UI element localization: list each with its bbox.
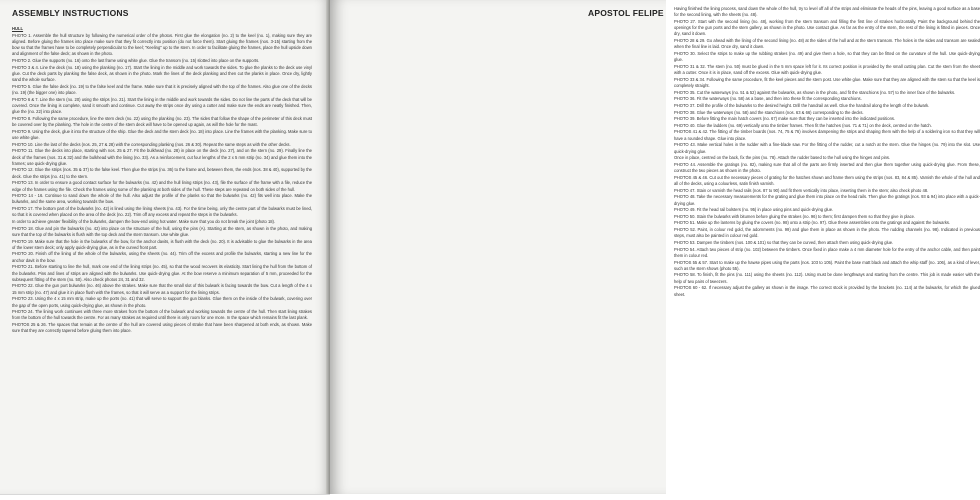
instruction-paragraph: PHOTO 18. Glue and pin the bulwarks (no. 42) into place on the structure of the hull, using the pins (A). Starting at the stern, as shown in the photo, and making sure that the top of the bulwarks is flush with the top deck and the stern transom. Use white glue. bbox=[12, 225, 312, 237]
left-page-header: ASSEMBLY INSTRUCTIONS bbox=[12, 8, 129, 18]
instruction-paragraph: PHOTO 30. Select the strips to make up the rubbing strakes (no. 49) and give them a hole, so that they can be fitted on the curvature of the hull. Use quick-drying glue. bbox=[674, 50, 980, 63]
instruction-paragraph: PHOTO 6 & 7. Line the stern (no. 20) using the strips (no. 21). Start the lining in the middle and work towards the sides. Do not line the parts of the deck that will be covered. Once the lining is complete, sand it smooth and continue. Cut away the strips once dry using a cutter and make sure the ends are neatly finished. Then, glue the (no. 22) into place. bbox=[12, 96, 312, 115]
instruction-paragraph: PHOTO 31 & 32. The stem (no. 50) must be glued in the 5 mm space left for it. Its correct position is provided by the small cutting plan. Cut the stem from the sheet with a cutter. Once it is in place, sand off the excess. Glue with quick-drying glue. bbox=[674, 63, 980, 76]
instruction-paragraph: PHOTO 10. Line the last of the decks (nos. 25, 27 & 28) with the corresponding planking (nos. 26 & 30). Repeat the same steps as with the other decks. bbox=[12, 141, 291, 147]
instruction-paragraph: PHOTO 20. Finish off the lining of the whole of the bulwarks, using the sheets (no. 44). Trim off the excess and profile the bulwarks, starting a new line for the anchor davit in the bow. bbox=[12, 251, 312, 263]
instruction-paragraph: PHOTO 14 - 16. Continue to sand down the whole of the hull. Also adjust the profile of the planks so that the bulwarks (no. 42) fits well into place. Make the bulwarks, and the same area, working towards the bow. bbox=[12, 193, 312, 205]
instruction-paragraph: PHOTO 8. Following the same procedure, line the stern deck (no. 22) using the planking (no. 23). The sides that follow the shape of the perimeter of this deck must be covered over by the planking. The hole in the centre of the stern deck will have to be opened up again, as will the hole for the mast. bbox=[12, 115, 312, 128]
instruction-paragraph: Once in place, centred on the back, fix the pins (no. 78). Attach the rudder based to the hull using the hinges and pins. bbox=[674, 155, 891, 161]
instruction-paragraph: Having finished the lining process, sand down the whole of the hull, try to level off all of the strips and eliminate the heads of the pins, leaving a good surface as a base for the second lining, with the sheets (no. 48). bbox=[674, 6, 980, 18]
right-page bbox=[330, 0, 980, 494]
instruction-paragraph: PHOTOS 25 & 26. The spaces that remain at the centre of the hull are covered using pieces of strake that have been sharpened at both ends, as shown. Make sure that they are correctly tapered before gluing them into place. bbox=[12, 322, 312, 334]
instruction-paragraph: PHOTOS 55 & 57. Start to make up the hawse pipes using the parts (nos. 103 to 105). Paint the base matt black and attach the whip staff (no. 106), as a kind of lever, such as the stern shows (photo 55). bbox=[674, 259, 980, 271]
instruction-paragraph: PHOTO 49. Fit the head rail bolsters (no. 95) in place using pins and quick-drying glue. bbox=[674, 207, 834, 213]
instruction-paragraph: PHOTO 13. In order to ensure a good contact surface for the bulwarks (no. 42) and the hull lining strips (no. 43), file the surface of the frame with a file, reduce the edge of the frames using the file. Check the frames using some of the planking at both sides of the hull. These steps are repeated on both sides of the hull. bbox=[12, 180, 312, 192]
instruction-paragraph: PHOTO 27. Start with the second lining (no. 48), working from the stern transom and filling the first line of strakes horizontally. Paint the background behind the openings for the gun ports and the stern gallery, as shown in the photo. Use contact glue. As far as the entry of the stern, the rest of the lining is fitted in pieces. Once dry, sand it down. bbox=[674, 18, 980, 37]
left-page-text bbox=[12, 26, 312, 490]
instruction-paragraph: PHOTO 23. Using the 4 x 15 mm strip, make up the ports (no. 41) that will serve to support the gun blanks. Glue them on the inside of the bulwark, covering over the gap of the open ports, using quick-drying glue, as shown in the photo. bbox=[12, 296, 312, 308]
instruction-paragraph: PHOTO 36. Fit the waterways (no. 58) as a base, and then into these fit the corresponding stanchions. bbox=[674, 96, 862, 102]
instruction-paragraph: PHOTO 33 & 34. Following the same procedure, fit the keel pieces and the stern post. Use white glue. Make sure that they are aligned with the stem so that the keel is completely straight. bbox=[674, 76, 980, 88]
instruction-paragraph: PHOTO 35. Cut the waterways (no. 51 & 52) against the bulwarks, as shown in the photo, and fit the stanchions (no. 57) to the inner face of the bulwarks. bbox=[674, 89, 956, 95]
instruction-paragraph: PHOTO 52. Paint, in colour red gold, the adornments (no. 99) and glue them in place as shown in the photo. The rudding channels (no. 98). Indicated in previous steps, must also be painted in colour red gold. bbox=[674, 227, 980, 239]
instruction-paragraph: PHOTO 21. Before starting to line the hull, mark one end of the lining strips (no. 45), so that the wood recovers its elasticity. Start lining the hull from the bottom of the bulwarks. Pins and lines of strips are aligned with the bulwarks. Use quick-drying glue. At the bow reserve a minimum separation of 5 mm, proceeded for the subsequent fitting of the stem (no. 50). Also check photos 24, 31 and 32. bbox=[12, 264, 312, 282]
instruction-paragraph: PHOTO 48. Take the necessary measurements for the grating and glue them into place on the head rails. Then glue the gratings (nos. 93 & 94) into place with a quick-drying glue. bbox=[674, 194, 980, 206]
instruction-paragraph: PHOTO 58. To finish, fit the pins (no. 111) using the sheets (no. 112). Using must be done lengthways and starting from the centre. This job is made easier with the help of two pairs of tweezers. bbox=[674, 272, 980, 284]
instruction-paragraph: PHOTO 22. Glue the gun port bulwarks (no. 46) above the strakes. Make sure that the small slot of this bulwark is facing towards the bow. Cut a length of the 4 x 15 mm strip (no. 47) and glue it in place flush with the frames, so that it will serve as a support for the lining strips. bbox=[12, 283, 312, 295]
right-paragraphs bbox=[674, 6, 980, 298]
instruction-paragraph: PHOTO 44. Assemble the gratings (no. 82), making sure that all of the parts are firmly inserted and then glue them together using quick-drying glue. From these, construct the two pieces as shown in the photo. bbox=[674, 161, 980, 174]
instruction-paragraph: PHOTO 5. Glue the false deck (no. 19) to the false keel and the frame. Make sure that it is precisely aligned with the top of the frames. Also glue one of the decks (no. 19) (the bigger one) into place. bbox=[12, 83, 312, 96]
instruction-paragraph: PHOTOS 41 & 42. The fitting of the timber boards (nos. 74, 75 & 76) involves dampening the strips and shaping them with the help of a soldering iron so that they will have a rounded shape. Glue into place. bbox=[674, 129, 980, 141]
left-paragraphs bbox=[12, 33, 312, 335]
instruction-paragraph: PHOTOS 45 & 46. Cut out the necessary pieces of grating for the hatches shown and frame them using the strips (nos. 83, 84 & 85). Varnish the whole of the hull and all of the decks, using a colourless, satin finish varnish. bbox=[674, 174, 980, 186]
instruction-paragraph: PHOTO 47. Stain or varnish the head rails (nos. 87 to 90) and fit them vertically into place, inserting them in the stem; also check photo 48. bbox=[674, 187, 929, 193]
instruction-paragraph: PHOTO 3 & 4. Line the deck (no. 18) using the planking (no. 17). Start the lining in the middle and work towards the sides. To glue the planks to the deck use vinyl glue. Cut the deck parts by planking the false deck, as shown in the photo. Mark the lines of the deck planking and then cut the planks in place. Once dry, lightly sand the whole surface. bbox=[12, 64, 312, 83]
instruction-paragraph: PHOTO 39. Before fitting the main hatch covers (no. 67) make sure that they can be inserted into the indicated positions. bbox=[674, 116, 896, 122]
instruction-paragraph: PHOTO 40. Glue the ladders (no. 69) vertically onto the timber frames. Then fit the hatches (nos. 71 & 71) on the deck, centred on the hatch. bbox=[674, 122, 932, 128]
instruction-paragraph: PHOTO 2. Glue the supports (no. 16) onto the last frame using white glue. Glue the transom (no. 15) slotted into place on the supports. bbox=[12, 58, 260, 64]
left-page bbox=[0, 0, 330, 495]
instruction-paragraph: PHOTO 37. Drill the profile of the bulwarks to the desired height. Drill the handrail as well. Glue the handrail along the length of the bulwark. bbox=[674, 102, 930, 108]
right-page-header: APOSTOL FELIPE bbox=[588, 8, 664, 18]
instruction-paragraph: PHOTO 53. Dampen the timbers (nos. 100 & 101) so that they can be curved, then attach them using quick-drying glue. bbox=[674, 239, 894, 245]
instruction-paragraph: PHOTO 54. Attach two pieces of strip (no. 102) between the timbers. Once fixed in place make a 4 mm diameter hole for the entry of the anchor cable, and then paint them in colour red. bbox=[674, 246, 980, 258]
instruction-paragraph: PHOTO 24. The lining work continues with three more strakes from the bottom of the bulwark and working towards the centre of the hull. Then start lining strakes from the bottom of the hull towards the centre. For as many strakes as required until there is only room for one more. In the space which remains fit the last plank. bbox=[12, 309, 312, 321]
instruction-paragraph: PHOTO 12. Glue the strips (nos. 35 & 37) to the false keel. Then glue the strips (no. 36) to the frame and, between them, the ends (nos. 38 & 40), supported by the deck. Glue the strips (no. 41) to the stern. bbox=[12, 167, 312, 179]
instruction-paragraph: In order to achieve greater flexibility of the bulwarks, dampen the bow-end using hot water. Make sure that you do not break the joint (photo 18). bbox=[12, 218, 276, 224]
instruction-paragraph: PHOTO 38. Glue the waterways (no. 58) and the stanchions (nos. 63 & 66) corresponding to the decks. bbox=[674, 109, 864, 115]
instruction-paragraph: PHOTO 19. Make sure that the hole in the bulwarks of the bow, for the anchor davits, is flush with the deck (no. 20). It is advisable to glue the bulwarks in the area of the lower stern deck; only apply quick-drying glue, as in the curved front part. bbox=[12, 238, 312, 250]
instruction-paragraph: PHOTO 17. The bottom part of the bulwarks (no. 42) is lined using the lining sheets (no. 43). For the time being, only the centre part of the bulwarks must be lined, so that it is covered when placed on the area of the deck (no. 22). Trim off any excess and repeat the steps in the bulwarks. bbox=[12, 206, 312, 218]
instruction-paragraph: PHOTO 43. Make vertical holes in the rudder with a fine-blade saw. For the fitting of the rudder, cut a notch at the stern. Glue the hinges (no. 79) into the slot. Use quick-drying glue. bbox=[674, 142, 980, 154]
section-title-hull: HULL bbox=[12, 26, 24, 31]
instruction-paragraph: PHOTO 11. Glue the decks into place, starting with nos. 25 & 27. Fit the bulkhead (no. 28) in place on the deck (no. 27), and on the stern (no. 29). Finally line the deck of the frames (nos. 31 & 32) and the bulkhead with the lining (no. 33). As a reinforcement, cut four lengths of the 2 x 5 mm strip (no. 34) and glue them into the frames; use quick-drying glue. bbox=[12, 148, 312, 166]
instruction-paragraph: PHOTO 51. Make up the lanterns by gluing the covers (no. 98) onto a strip (no. 97). Glue these assemblies onto the gratings and against the bulwarks. bbox=[674, 220, 951, 226]
instruction-paragraph: PHOTO 50. Stain the bulwarks with bitumen before gluing the strakes (no. 96) to them; first dampen them so that they give in place. bbox=[674, 213, 916, 219]
instruction-paragraph: PHOTO 28 & 29. Go ahead with the lining of the second lining (no. 48) at the sides of the hull and at the stern transom. The holes in the sides and transom are sealed when the final line is laid. Once dry, sand it down. bbox=[674, 38, 980, 50]
instruction-paragraph: PHOTO 1. Assemble the hull structure by following the numerical order of the photos. First glue the elongation (no. 2) to the keel (no. 1), making sure they are aligned. Before gluing the frames into place make sure that they fit correctly into position (do not force them). Start gluing the frames (nos. 3-15) starting from the bow so that the frames have to be completely perpendicular to the keel; "Keeling" up to the stern. In order to facilitate gluing the frames, place the hull upside down and alignment of the false deck; as shown in the photo. bbox=[12, 32, 312, 57]
instruction-paragraph: PHOTOS 60 - 62. If necessary adjust the gallery as shown in the image. The correct stock is provided by the brackets (no. 114) at the bulwarks, for which the glued sheet. bbox=[674, 285, 980, 297]
instruction-paragraph: PHOTO 9. Using the deck, glue it into the structure of the ship. Glue the deck and the stern deck (no. 18) into place. Line the frames with the planking. Make sure to use white glue. bbox=[12, 128, 312, 140]
right-page-text bbox=[674, 6, 980, 490]
